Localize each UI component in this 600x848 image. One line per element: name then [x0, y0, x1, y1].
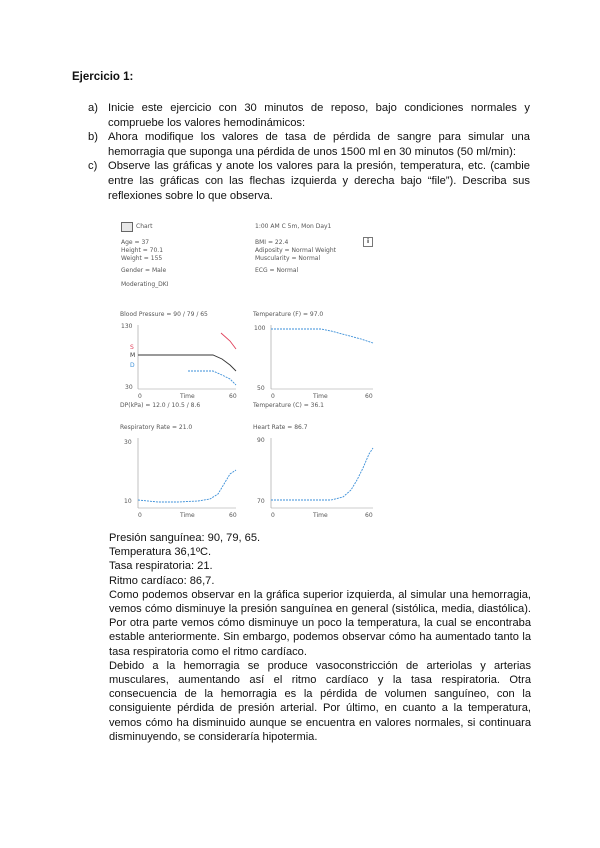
temperature-chart-title: Temperature (F) = 97.0: [253, 311, 324, 318]
temperature-chart: [251, 319, 381, 409]
patient-ecg: ECG = Normal: [255, 267, 299, 274]
result-heart-rate: Ritmo cardíaco: 86,7.: [109, 574, 215, 587]
figure-header-right: 1:00 AM C 5m, Mon Day1: [255, 223, 332, 230]
item-text: Observe las gráficas y anote los valores para la presión, temperatura, etc. (cambie entre las gráficas con las flechas izquierda y derecha bajo “file”). Describa sus reflexiones sobre lo que observa.: [108, 160, 530, 202]
observation-paragraph: Como podemos observar en la gráfica superior izquierda, al simular una hemorragia, vemos cómo disminuye la presión sanguínea en general (sistólica, media, diastólica). Por otra parte vemos cómo disminuye un poco la temperatura, la cual se encontraba estable anteriormente. Sin embargo, podemos observar cómo ha aumentado tanto la tasa respiratoria como el ritmo cardíaco.: [109, 588, 531, 658]
exercise-heading: Ejercicio 1:: [72, 71, 134, 83]
heart-rate-chart: [251, 432, 381, 522]
hr-x-start-label: 0: [271, 512, 275, 519]
figure-header-left: Chart: [136, 223, 153, 230]
blood-pressure-chart: [118, 319, 243, 409]
patient-bmi: BMI = 22.4: [255, 239, 289, 246]
resp-x-end-label: 60: [229, 512, 237, 519]
bp-marker-diastolic: D: [130, 362, 135, 369]
bp-mean-line: [138, 355, 236, 371]
temp-y-top-label: 100: [254, 325, 266, 332]
patient-model: Moderating_DKI: [121, 281, 169, 288]
temp-x-mid-label: Time: [313, 393, 328, 400]
temp-x-start-label: 0: [271, 393, 275, 400]
item-label: c): [88, 160, 98, 173]
respiratory-chart-title: Respiratory Rate = 21.0: [120, 424, 193, 431]
bp-x-start-label: 0: [138, 393, 142, 400]
item-label: b): [88, 131, 98, 144]
temp-y-bottom-label: 50: [257, 385, 265, 392]
explanation-paragraph: Debido a la hemorragia se produce vasoconstricción de arteriolas y arterias musculares, aumentando así el ritmo cardíaco y la tasa respiratoria. Otra consecuencia de la hemorragia es la pérdida de volumen sanguíneo, con la consiguiente pérdida de presión arterial. Por último, en cuanto a la temperatura, vemos cómo ha disminuido aunque se encuentra en valores normales, si continuara disminuyendo, se consideraría hipotermia.: [109, 659, 531, 743]
resp-line: [138, 470, 236, 502]
patient-height: Height = 70.1: [121, 247, 164, 254]
patient-age: Age = 37: [121, 239, 150, 246]
item-label: a): [88, 102, 98, 114]
item-text: Ahora modifique los valores de tasa de pérdida de sangre para simular una hemorragia que suponga una pérdida de unos 1500 ml en 30 minutos (50 ml/min):: [108, 131, 530, 158]
hr-x-mid-label: Time: [313, 512, 328, 519]
result-temperature: Temperatura 36,1ºC.: [109, 546, 212, 559]
instruction-item: [88, 130, 530, 159]
resp-y-top-label: 30: [124, 439, 132, 446]
patient-muscularity: Muscularity = Normal: [255, 255, 321, 262]
patient-gender: Gender = Male: [121, 267, 167, 274]
bp-diastolic-line: [188, 371, 236, 385]
info-icon[interactable]: i: [363, 237, 373, 247]
bp-y-top-label: 130: [121, 323, 133, 330]
resp-x-mid-label: Time: [180, 512, 195, 519]
hr-y-bottom-label: 70: [257, 498, 265, 505]
instruction-item: [88, 159, 530, 203]
bp-marker-mean: M: [130, 352, 136, 359]
resp-y-bottom-label: 10: [124, 498, 132, 505]
result-blood-pressure: Presión sanguínea: 90, 79, 65.: [109, 532, 261, 544]
bp-marker-systolic: S: [130, 344, 134, 351]
temp-footer-label: Temperature (C) = 36.1: [253, 402, 324, 409]
bp-chart-title: Blood Pressure = 90 / 79 / 65: [120, 311, 208, 318]
instruction-list: [88, 101, 530, 203]
heart-rate-chart-title: Heart Rate = 86.7: [253, 424, 308, 431]
resp-x-start-label: 0: [138, 512, 142, 519]
bp-x-mid-label: Time: [180, 393, 195, 400]
patient-weight: Weight = 155: [121, 255, 163, 262]
bp-footer-label: DP(kPa) = 12.0 / 10.5 / 8.6: [120, 402, 201, 409]
answer-text: [109, 531, 531, 744]
bp-y-bottom-label: 30: [125, 384, 133, 391]
instruction-item: [88, 101, 530, 130]
result-respiratory-rate: Tasa respiratoria: 21.: [109, 560, 213, 573]
bp-x-end-label: 60: [229, 393, 237, 400]
hr-x-end-label: 60: [365, 512, 373, 519]
bp-systolic-line: [221, 333, 236, 349]
item-text: Inicie este ejercicio con 30 minutos de reposo, bajo condiciones normales y compruebe los valores hemodinámicos:: [108, 102, 530, 129]
temp-line: [271, 329, 373, 343]
hr-y-top-label: 90: [257, 437, 265, 444]
simulator-screenshot: [118, 219, 380, 519]
respiratory-rate-chart: [118, 432, 243, 522]
chart-icon: [121, 222, 133, 232]
hr-line: [271, 448, 373, 500]
temp-x-end-label: 60: [365, 393, 373, 400]
patient-adiposity: Adiposity = Normal Weight: [255, 247, 337, 254]
